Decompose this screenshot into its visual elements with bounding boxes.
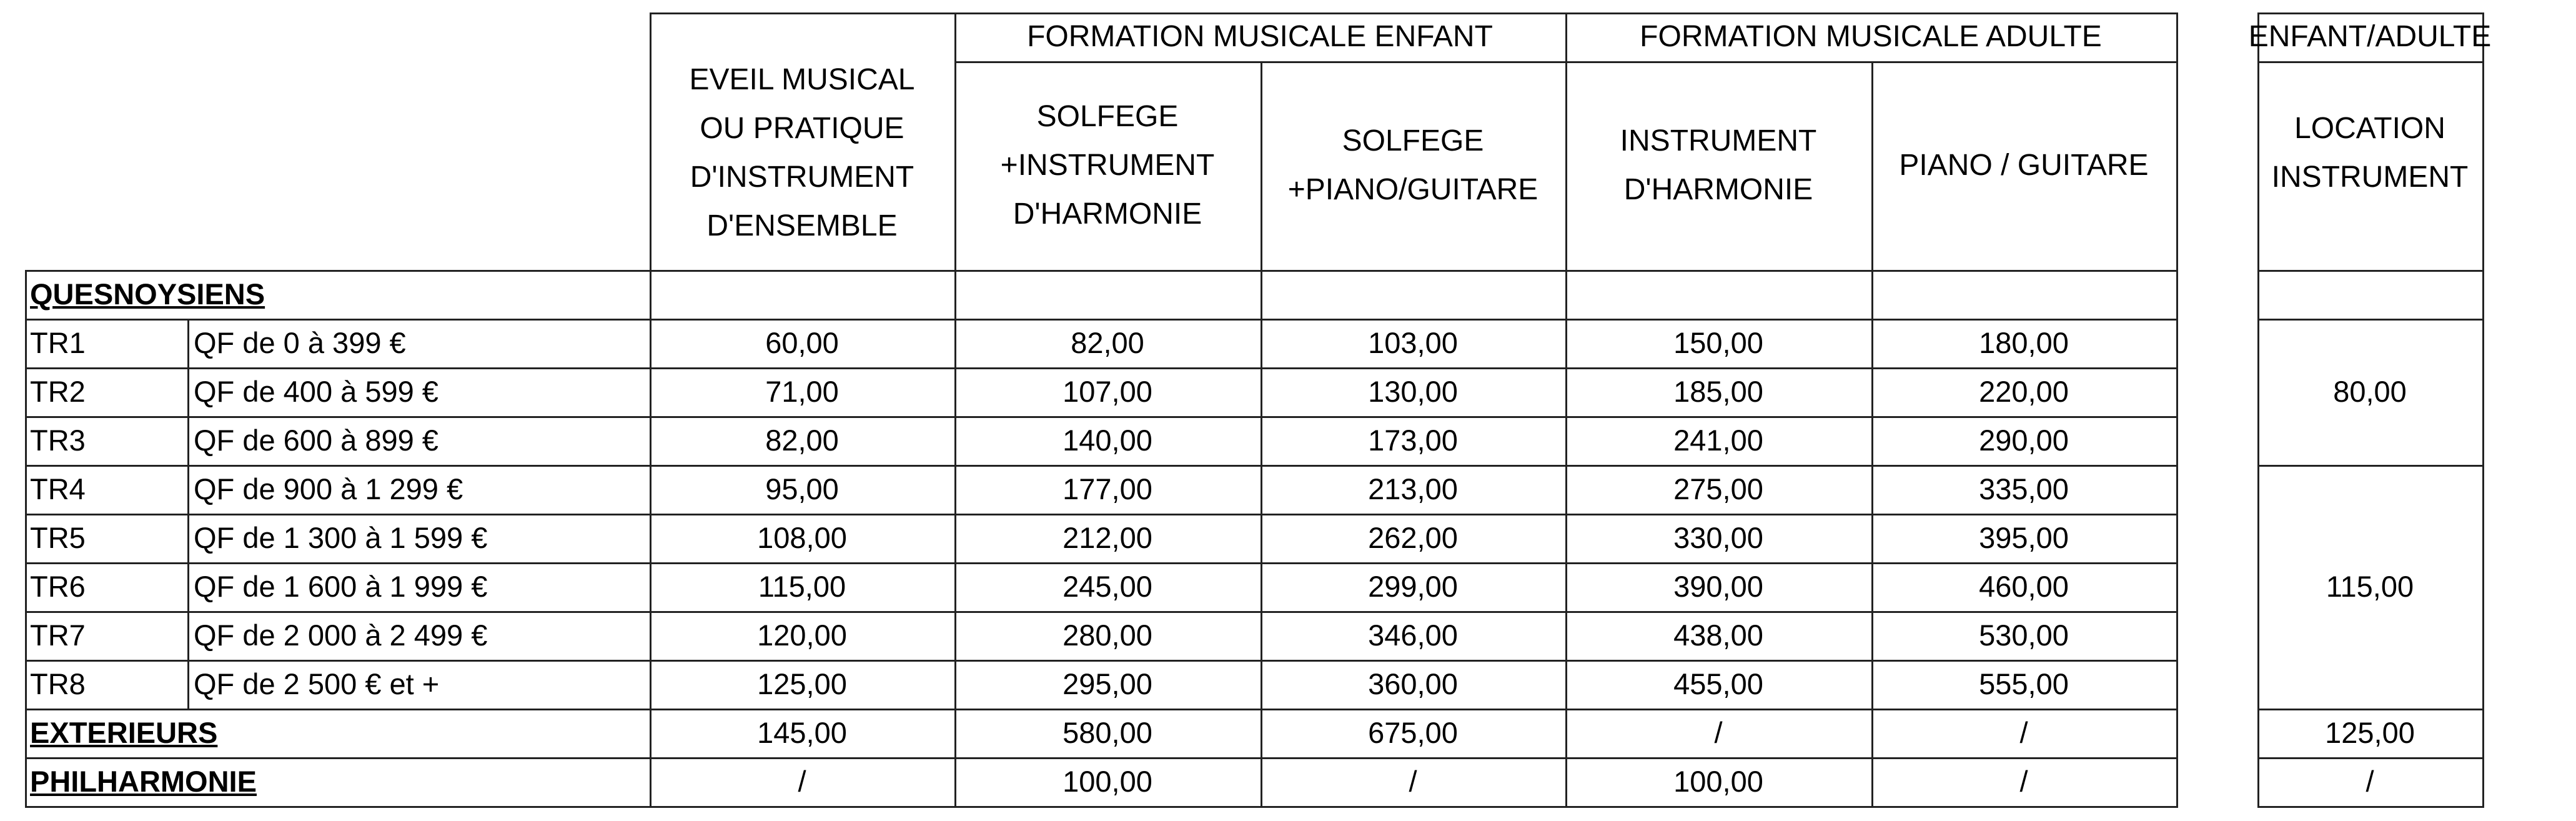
- tr-code: TR2: [30, 375, 86, 408]
- tr-qf: QF de 2 000 à 2 499 €: [194, 619, 488, 652]
- eveil-header-line: EVEIL MUSICAL: [689, 63, 915, 96]
- solfege-harmonie-header-line: D'HARMONIE: [1013, 197, 1202, 231]
- solfege-harmonie-header-line: SOLFEGE: [1036, 100, 1179, 133]
- location-header-line: LOCATION: [2294, 112, 2445, 145]
- tr-code: TR3: [30, 424, 86, 457]
- tr-value: 555,00: [1979, 667, 2069, 700]
- location-exterieurs: 125,00: [2325, 716, 2415, 749]
- quesnoy-empty-cell: [1565, 270, 1873, 321]
- tr-value: 103,00: [1368, 326, 1458, 359]
- solfege-piano-header: [1261, 61, 1565, 270]
- tr-value: 150,00: [1673, 326, 1763, 359]
- tr-code: TR5: [30, 521, 86, 554]
- tr-code: TR7: [30, 619, 86, 652]
- exterieurs-value: 675,00: [1368, 716, 1458, 749]
- exterieurs-value: 145,00: [757, 716, 847, 749]
- section-quesnoysiens: QUESNOYSIENS: [30, 277, 265, 311]
- tr-value: 299,00: [1368, 570, 1458, 603]
- instrument-harmonie-header-line: INSTRUMENT: [1620, 124, 1817, 157]
- tr-value: 455,00: [1673, 667, 1763, 700]
- tr-value: 346,00: [1368, 619, 1458, 652]
- section-exterieurs: EXTERIEURS: [30, 716, 218, 749]
- tr-value: 245,00: [1063, 570, 1152, 603]
- tr-value: 60,00: [765, 326, 839, 359]
- philharmonie-value: /: [2019, 765, 2028, 798]
- tr-value: 125,00: [757, 667, 847, 700]
- tr-qf: QF de 2 500 € et +: [194, 667, 440, 700]
- tr-qf: QF de 900 à 1 299 €: [194, 472, 463, 505]
- tr-qf: QF de 400 à 599 €: [194, 375, 438, 408]
- tr-value: 390,00: [1673, 570, 1763, 603]
- philharmonie-value: 100,00: [1063, 765, 1152, 798]
- tr-value: 130,00: [1368, 375, 1458, 408]
- tr-value: 241,00: [1673, 424, 1763, 457]
- tr-value: 530,00: [1979, 619, 2069, 652]
- eveil-header-line: OU PRATIQUE: [700, 112, 904, 145]
- piano-guitare-header-line: PIANO / GUITARE: [1899, 149, 2149, 182]
- tr-value: 295,00: [1063, 667, 1152, 700]
- tr-value: 395,00: [1979, 521, 2069, 554]
- tr-value: 180,00: [1979, 326, 2069, 359]
- quesnoy-empty-cell: [1261, 270, 1567, 321]
- tr-qf: QF de 1 300 à 1 599 €: [194, 521, 488, 554]
- solfege-piano-header-line: SOLFEGE: [1342, 124, 1484, 157]
- instrument-harmonie-header: [1565, 61, 1871, 270]
- quesnoy-empty-cell: [650, 270, 956, 321]
- tr-qf: QF de 0 à 399 €: [194, 326, 406, 359]
- location-header: [2257, 61, 2482, 245]
- tr-value: 212,00: [1063, 521, 1152, 554]
- tr-value: 82,00: [765, 424, 839, 457]
- solfege-harmonie-header-line: +INSTRUMENT: [1000, 149, 1215, 182]
- philharmonie-value: 100,00: [1673, 765, 1763, 798]
- tr-value: 140,00: [1063, 424, 1152, 457]
- tr-qf: QF de 1 600 à 1 999 €: [194, 570, 488, 603]
- exterieurs-value: 580,00: [1063, 716, 1152, 749]
- tr-code: TR4: [30, 472, 86, 505]
- tr-value: 71,00: [765, 375, 839, 408]
- eveil-header-line: D'INSTRUMENT: [690, 161, 914, 194]
- piano-guitare-header: [1871, 61, 2176, 270]
- exterieurs-value: /: [1714, 716, 1723, 749]
- philharmonie-value: /: [798, 765, 806, 798]
- location-tr1-tr3: 80,00: [2333, 375, 2407, 408]
- tr-value: 290,00: [1979, 424, 2069, 457]
- tr-value: 107,00: [1063, 375, 1152, 408]
- tr-value: 185,00: [1673, 375, 1763, 408]
- eveil-header: [650, 36, 954, 270]
- tr-value: 438,00: [1673, 619, 1763, 652]
- tr-qf: QF de 600 à 899 €: [194, 424, 438, 457]
- tr-value: 262,00: [1368, 521, 1458, 554]
- tr-code: TR6: [30, 570, 86, 603]
- quesnoy-empty-cell: [954, 270, 1262, 321]
- philharmonie-value: /: [1409, 765, 1417, 798]
- tr-value: 460,00: [1979, 570, 2069, 603]
- tr-value: 82,00: [1071, 326, 1144, 359]
- solfege-piano-header-line: +PIANO/GUITARE: [1287, 173, 1538, 206]
- tr-value: 335,00: [1979, 472, 2069, 505]
- tr-value: 275,00: [1673, 472, 1763, 505]
- tr-value: 95,00: [765, 472, 839, 505]
- quesnoy-location-empty: [2257, 270, 2484, 321]
- tr-value: 220,00: [1979, 375, 2069, 408]
- tr-value: 115,00: [758, 570, 846, 603]
- location-philharmonie: /: [2365, 765, 2374, 798]
- tr-value: 120,00: [757, 619, 847, 652]
- tr-value: 360,00: [1368, 667, 1458, 700]
- tr-value: 330,00: [1673, 521, 1763, 554]
- tr-value: 108,00: [757, 521, 847, 554]
- group-location-label: ENFANT/ADULTE: [2248, 20, 2492, 53]
- exterieurs-value: /: [2019, 716, 2028, 749]
- section-philharmonie: PHILHARMONIE: [30, 765, 257, 798]
- instrument-harmonie-header-line: D'HARMONIE: [1623, 173, 1813, 206]
- tr-value: 173,00: [1368, 424, 1458, 457]
- quesnoy-empty-cell: [1871, 270, 2178, 321]
- tr-code: TR8: [30, 667, 86, 700]
- location-header-line: INSTRUMENT: [2271, 161, 2469, 194]
- tr-value: 213,00: [1368, 472, 1458, 505]
- tr-value: 280,00: [1063, 619, 1152, 652]
- tr-code: TR1: [30, 326, 86, 359]
- tr-value: 177,00: [1063, 472, 1152, 505]
- location-tr4-tr8: 115,00: [2326, 570, 2414, 603]
- eveil-header-line: D'ENSEMBLE: [706, 209, 898, 242]
- group-adulte-label: FORMATION MUSICALE ADULTE: [1640, 20, 2102, 53]
- group-enfant-label: FORMATION MUSICALE ENFANT: [1027, 20, 1493, 53]
- solfege-harmonie-header: [954, 61, 1261, 270]
